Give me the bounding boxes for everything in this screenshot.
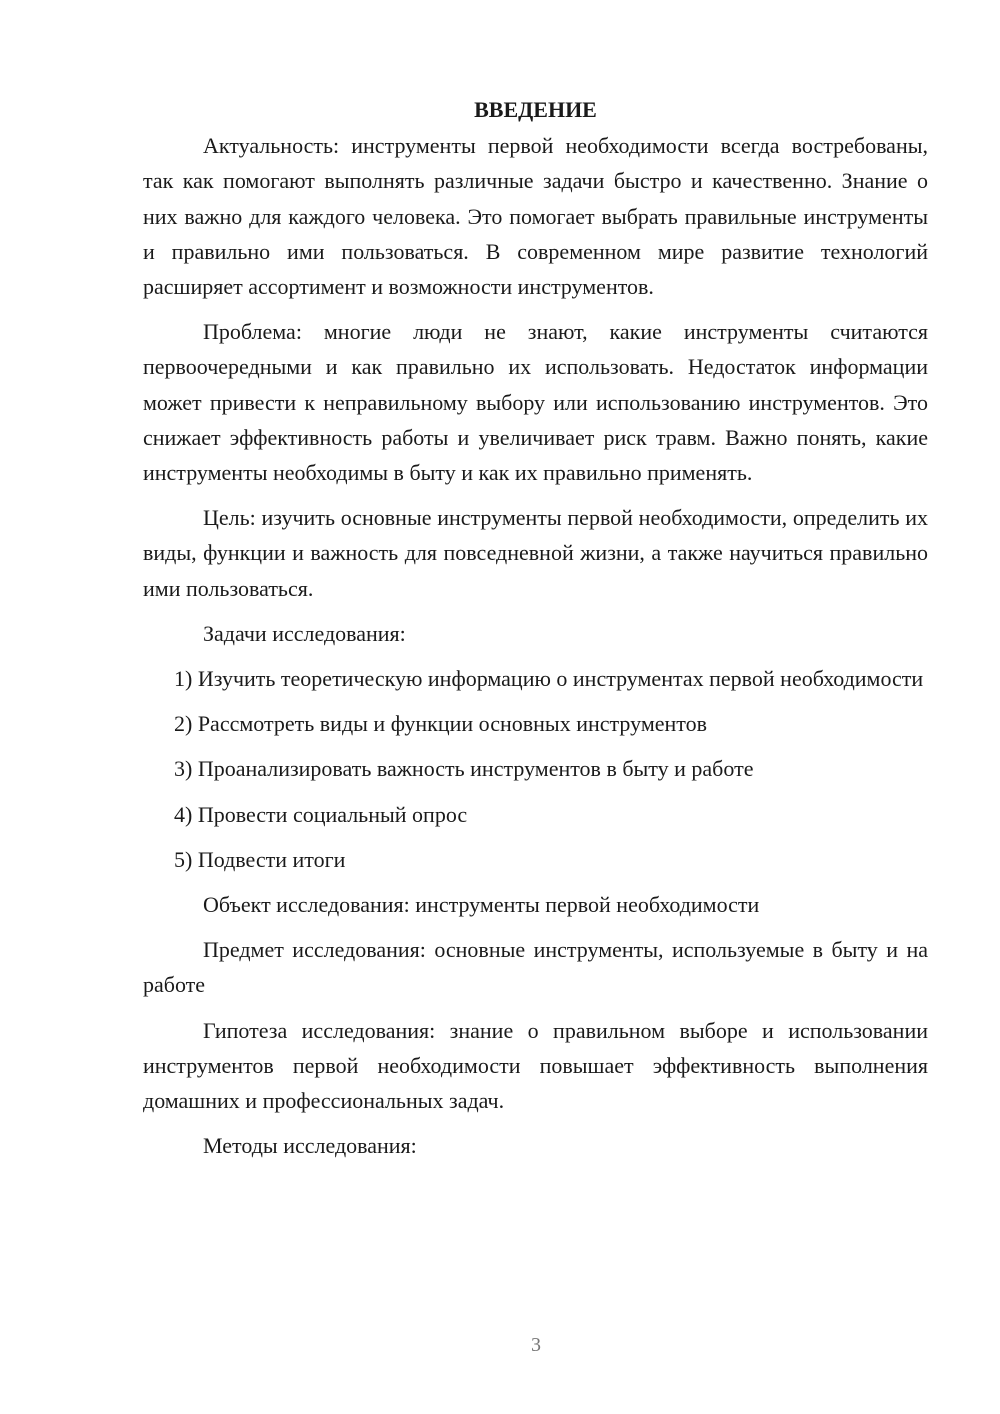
problem-paragraph: Проблема: многие люди не знают, какие инструменты считаются первоочередными и как правильно их использовать. Недостаток информации может привести к неправильному выбору или использованию инструментов. Это снижает эффективность работы и увеличивает риск травм. Важно понять, какие инструменты необходимы в быту и как их правильно применять. <box>143 319 928 486</box>
task-item-2: 2) Рассмотреть виды и функции основных инструментов <box>174 711 707 737</box>
tasks-heading: Задачи исследования: <box>203 620 406 646</box>
hypothesis-paragraph: Гипотеза исследования: знание о правильном выборе и использовании инструментов первой необходимости повышает эффективность выполнения домашних и профессиональных задач. <box>143 1017 928 1114</box>
object-paragraph: Объект исследования: инструменты первой необходимости <box>203 892 760 918</box>
goal-paragraph: Цель: изучить основные инструменты первой необходимости, определить их виды, функции и важность для повседневной жизни, а также научиться правильно ими пользоваться. <box>143 505 928 601</box>
task-item-3: 3) Проанализировать важность инструментов в быту и работе <box>174 756 754 782</box>
methods-heading: Методы исследования: <box>203 1133 417 1159</box>
relevance-paragraph: Актуальность: инструменты первой необходимости всегда востребованы, так как помогают выполнять различные задачи быстро и качественно. Знание о них важно для каждого человека. Это помогает выбрать правильные инструменты и правильно ими пользоваться. В современном мире развитие технологий расширяет ассортимент и возможности инструментов. <box>143 133 928 300</box>
document-title: ВВЕДЕНИЕ <box>474 97 597 122</box>
page-content <box>143 92 928 1173</box>
task-item-4: 4) Провести социальный опрос <box>174 801 468 827</box>
task-item-1: 1) Изучить теоретическую информацию о инструментах первой необходимости <box>174 666 924 692</box>
subject-paragraph: Предмет исследования: основные инструменты, используемые в быту и на работе <box>143 937 928 998</box>
page-number: 3 <box>531 1334 541 1356</box>
task-item-5: 5) Подвести итоги <box>174 846 346 872</box>
